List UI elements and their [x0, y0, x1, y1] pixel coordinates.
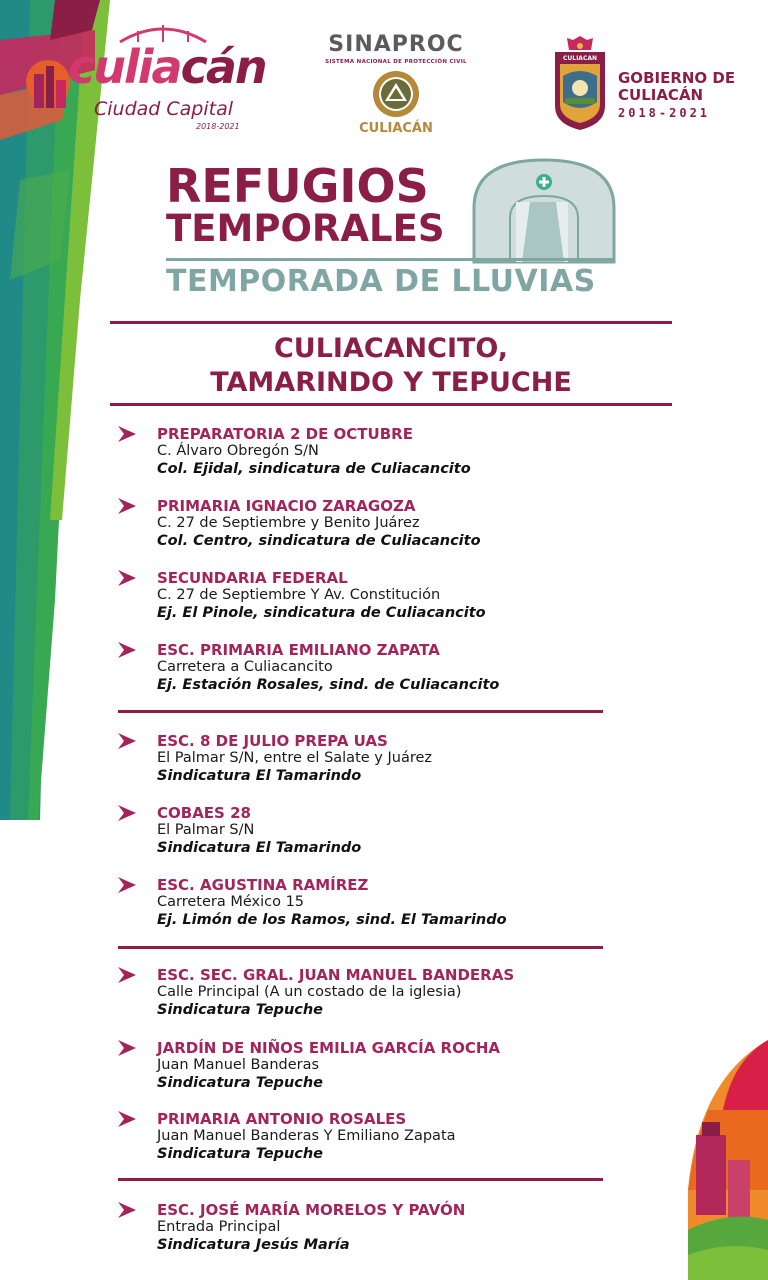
- shelter-location: Sindicatura Tepuche: [157, 1075, 324, 1091]
- shield-label: CULIACAN: [562, 55, 598, 62]
- shelter-tent-icon: [470, 158, 618, 264]
- shelter-address: C. 27 de Septiembre y Benito Juárez: [157, 515, 420, 531]
- subtitle-divider: [166, 258, 614, 261]
- page-title: [166, 159, 445, 250]
- sinaproc-title: SINAPROC: [328, 32, 464, 57]
- shelter-address: Calle Principal (A un costado de la iglesia): [157, 984, 462, 1000]
- shelter-location: Sindicatura Tepuche: [157, 1146, 324, 1162]
- shelter-address: C. Álvaro Obregón S/N: [157, 443, 319, 459]
- shelter-name: ESC. SEC. GRAL. JUAN MANUEL BANDERAS: [157, 966, 515, 984]
- shelter-location: Col. Centro, sindicatura de Culiacancito: [157, 533, 481, 549]
- group-separator: [118, 710, 603, 713]
- shelter-address: C. 27 de Septiembre Y Av. Constitución: [157, 587, 441, 603]
- ciudad-capital-label: Ciudad Capital: [94, 98, 234, 120]
- chevron-right-icon: [118, 877, 136, 893]
- shelter-location: Ej. El Pinole, sindicatura de Culiacancito: [157, 605, 486, 621]
- shelter-address: Juan Manuel Banderas: [157, 1057, 320, 1073]
- shelter-location: Sindicatura El Tamarindo: [157, 768, 362, 784]
- shelter-name: ESC. JOSÉ MARÍA MORELOS Y PAVÓN: [157, 1201, 466, 1219]
- region-bottom-rule: [110, 403, 672, 406]
- chevron-right-icon: [118, 805, 136, 821]
- chevron-right-icon: [118, 426, 136, 442]
- chevron-right-icon: [118, 642, 136, 658]
- chevron-right-icon: [118, 498, 136, 514]
- shelter-location: Sindicatura Tepuche: [157, 1002, 324, 1018]
- shelter-location: Sindicatura El Tamarindo: [157, 840, 362, 856]
- group-separator: [118, 946, 603, 949]
- shelter-address: Carretera a Culiacancito: [157, 659, 333, 675]
- shelter-address: Juan Manuel Banderas Y Emiliano Zapata: [157, 1128, 456, 1144]
- gobierno-line1: GOBIERNO DE: [618, 69, 736, 87]
- gobierno-line2: CULIACÁN: [618, 86, 704, 104]
- shelter-address: El Palmar S/N: [157, 822, 255, 838]
- chevron-right-icon: [118, 967, 136, 983]
- right-decorative-corner: [678, 1040, 768, 1280]
- shelter-name: SECUNDARIA FEDERAL: [157, 569, 348, 587]
- ciudad-capital-years: 2018-2021: [196, 122, 240, 131]
- title-line2: TEMPORALES: [166, 207, 445, 250]
- gobierno-culiacan-label: [618, 70, 748, 120]
- culiacan-ciudad-capital-logo: [18, 40, 266, 140]
- shelter-name: ESC. PRIMARIA EMILIANO ZAPATA: [157, 641, 440, 659]
- shelter-name: COBAES 28: [157, 804, 251, 822]
- region-line2: TAMARINDO Y TEPUCHE: [210, 367, 572, 398]
- chevron-right-icon: [118, 1111, 136, 1127]
- shelter-location: Ej. Limón de los Ramos, sind. El Tamarindo: [157, 912, 507, 928]
- shelter-name: PRIMARIA IGNACIO ZARAGOZA: [157, 497, 416, 515]
- region-top-rule: [110, 321, 672, 324]
- sinaproc-subtitle: SISTEMA NACIONAL DE PROTECCIÓN CIVIL: [325, 59, 467, 65]
- civil-protection-emblem-icon: [371, 69, 421, 119]
- chevron-right-icon: [118, 1040, 136, 1056]
- chevron-right-icon: [118, 1202, 136, 1218]
- season-subtitle: TEMPORADA DE LLUVIAS: [166, 264, 596, 299]
- culiacan-wordmark: culiacán: [68, 40, 266, 94]
- shelter-location: Ej. Estación Rosales, sind. de Culiacancito: [157, 677, 500, 693]
- shelter-name: JARDÍN DE NIÑOS EMILIA GARCÍA ROCHA: [157, 1039, 501, 1057]
- chevron-right-icon: [118, 733, 136, 749]
- shelter-location: Sindicatura Jesús María: [157, 1237, 350, 1253]
- shelter-address: El Palmar S/N, entre el Salate y Juárez: [157, 750, 433, 766]
- shelter-address: Entrada Principal: [157, 1219, 281, 1235]
- shelter-address: Carretera México 15: [157, 894, 305, 910]
- gobierno-years: 2018-2021: [618, 106, 711, 120]
- culiacan-coat-of-arms-icon: [551, 36, 609, 132]
- city-silhouette-icon: [24, 52, 72, 112]
- group-separator: [118, 1178, 603, 1181]
- shelter-name: PREPARATORIA 2 DE OCTUBRE: [157, 425, 413, 443]
- chevron-right-icon: [118, 570, 136, 586]
- shelter-location: Col. Ejidal, sindicatura de Culiacancito: [157, 461, 471, 477]
- region-title: [110, 332, 672, 400]
- sinaproc-city: CULIACÁN: [359, 121, 433, 136]
- shelter-name: PRIMARIA ANTONIO ROSALES: [157, 1110, 407, 1128]
- sinaproc-logo: [316, 32, 476, 136]
- shelter-name: ESC. AGUSTINA RAMÍREZ: [157, 876, 369, 894]
- shelter-name: ESC. 8 DE JULIO PREPA UAS: [157, 732, 388, 750]
- title-line1: REFUGIOS: [166, 159, 429, 213]
- region-line1: CULIACANCITO,: [273, 333, 509, 364]
